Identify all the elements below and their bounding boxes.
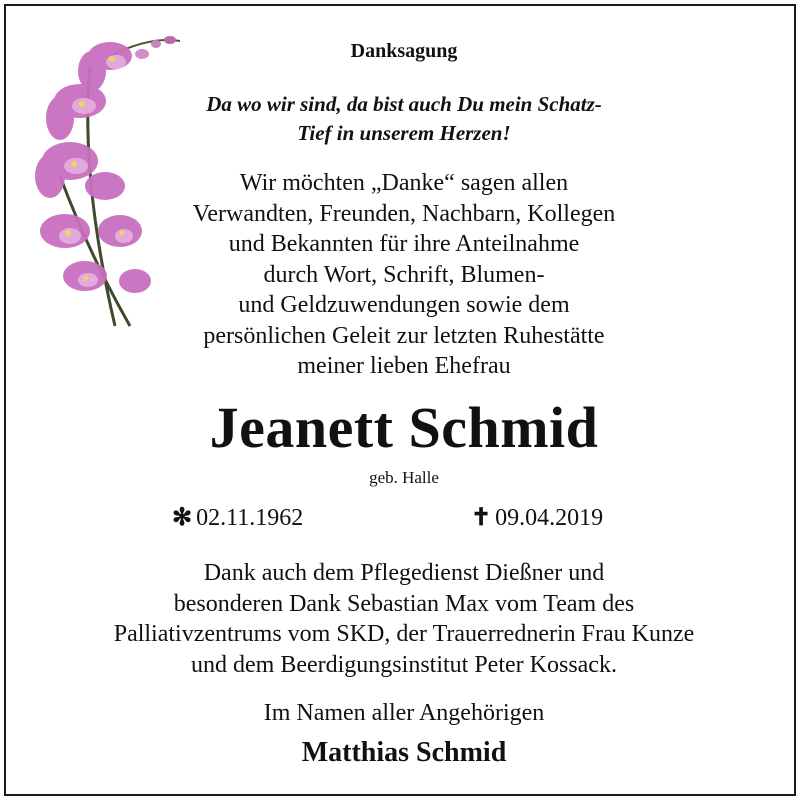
closing-line: Im Namen aller Angehörigen — [263, 700, 545, 726]
thanks-line: meiner lieben Ehefrau — [297, 353, 511, 379]
additional-thanks — [6, 558, 796, 680]
thanks-line: und Geldzuwendungen sowie dem — [238, 292, 570, 318]
motto-line: Da wo wir sind, da bist auch Du mein Schatz- — [206, 92, 602, 116]
thanks-line: durch Wort, Schrift, Blumen- — [263, 261, 545, 288]
death-date: 09.04.2019 — [495, 505, 604, 531]
thanks-paragraph — [6, 168, 796, 382]
birth-date-group — [172, 503, 303, 532]
thanks-line: und Bekannten für ihre Anteilnahme — [228, 231, 580, 257]
birth-date: 02.11.1962 — [196, 505, 304, 531]
death-date-group — [471, 503, 603, 532]
cross-icon: ✝ — [471, 505, 492, 531]
additional-thanks-line: besonderen Dank Sebastian Max vom Team des — [173, 590, 635, 617]
additional-thanks-line: und dem Beerdigungsinstitut Peter Kossack. — [191, 651, 617, 678]
birth-star-icon: ✻ — [172, 505, 193, 531]
thanks-line: persönlichen Geleit zur letzten Ruhestätte — [203, 322, 605, 349]
motto — [6, 90, 796, 148]
motto-line: Tief in unserem Herzen! — [297, 121, 511, 145]
deceased-name: Jeanett Schmid — [209, 395, 599, 460]
additional-thanks-line: Dank auch dem Pflegedienst Dießner und — [203, 560, 605, 586]
obituary-notice — [4, 4, 796, 796]
thanks-line: Verwandten, Freunden, Nachbarn, Kollegen — [192, 200, 616, 227]
signer-name: Matthias Schmid — [301, 737, 507, 768]
thanks-line: Wir möchten „Danke“ sagen allen — [239, 170, 569, 196]
additional-thanks-line: Palliativzentrums vom SKD, der Trauerrednerin Frau Kunze — [113, 621, 695, 647]
heading: Danksagung — [350, 40, 458, 62]
maiden-name: geb. Halle — [369, 468, 439, 487]
